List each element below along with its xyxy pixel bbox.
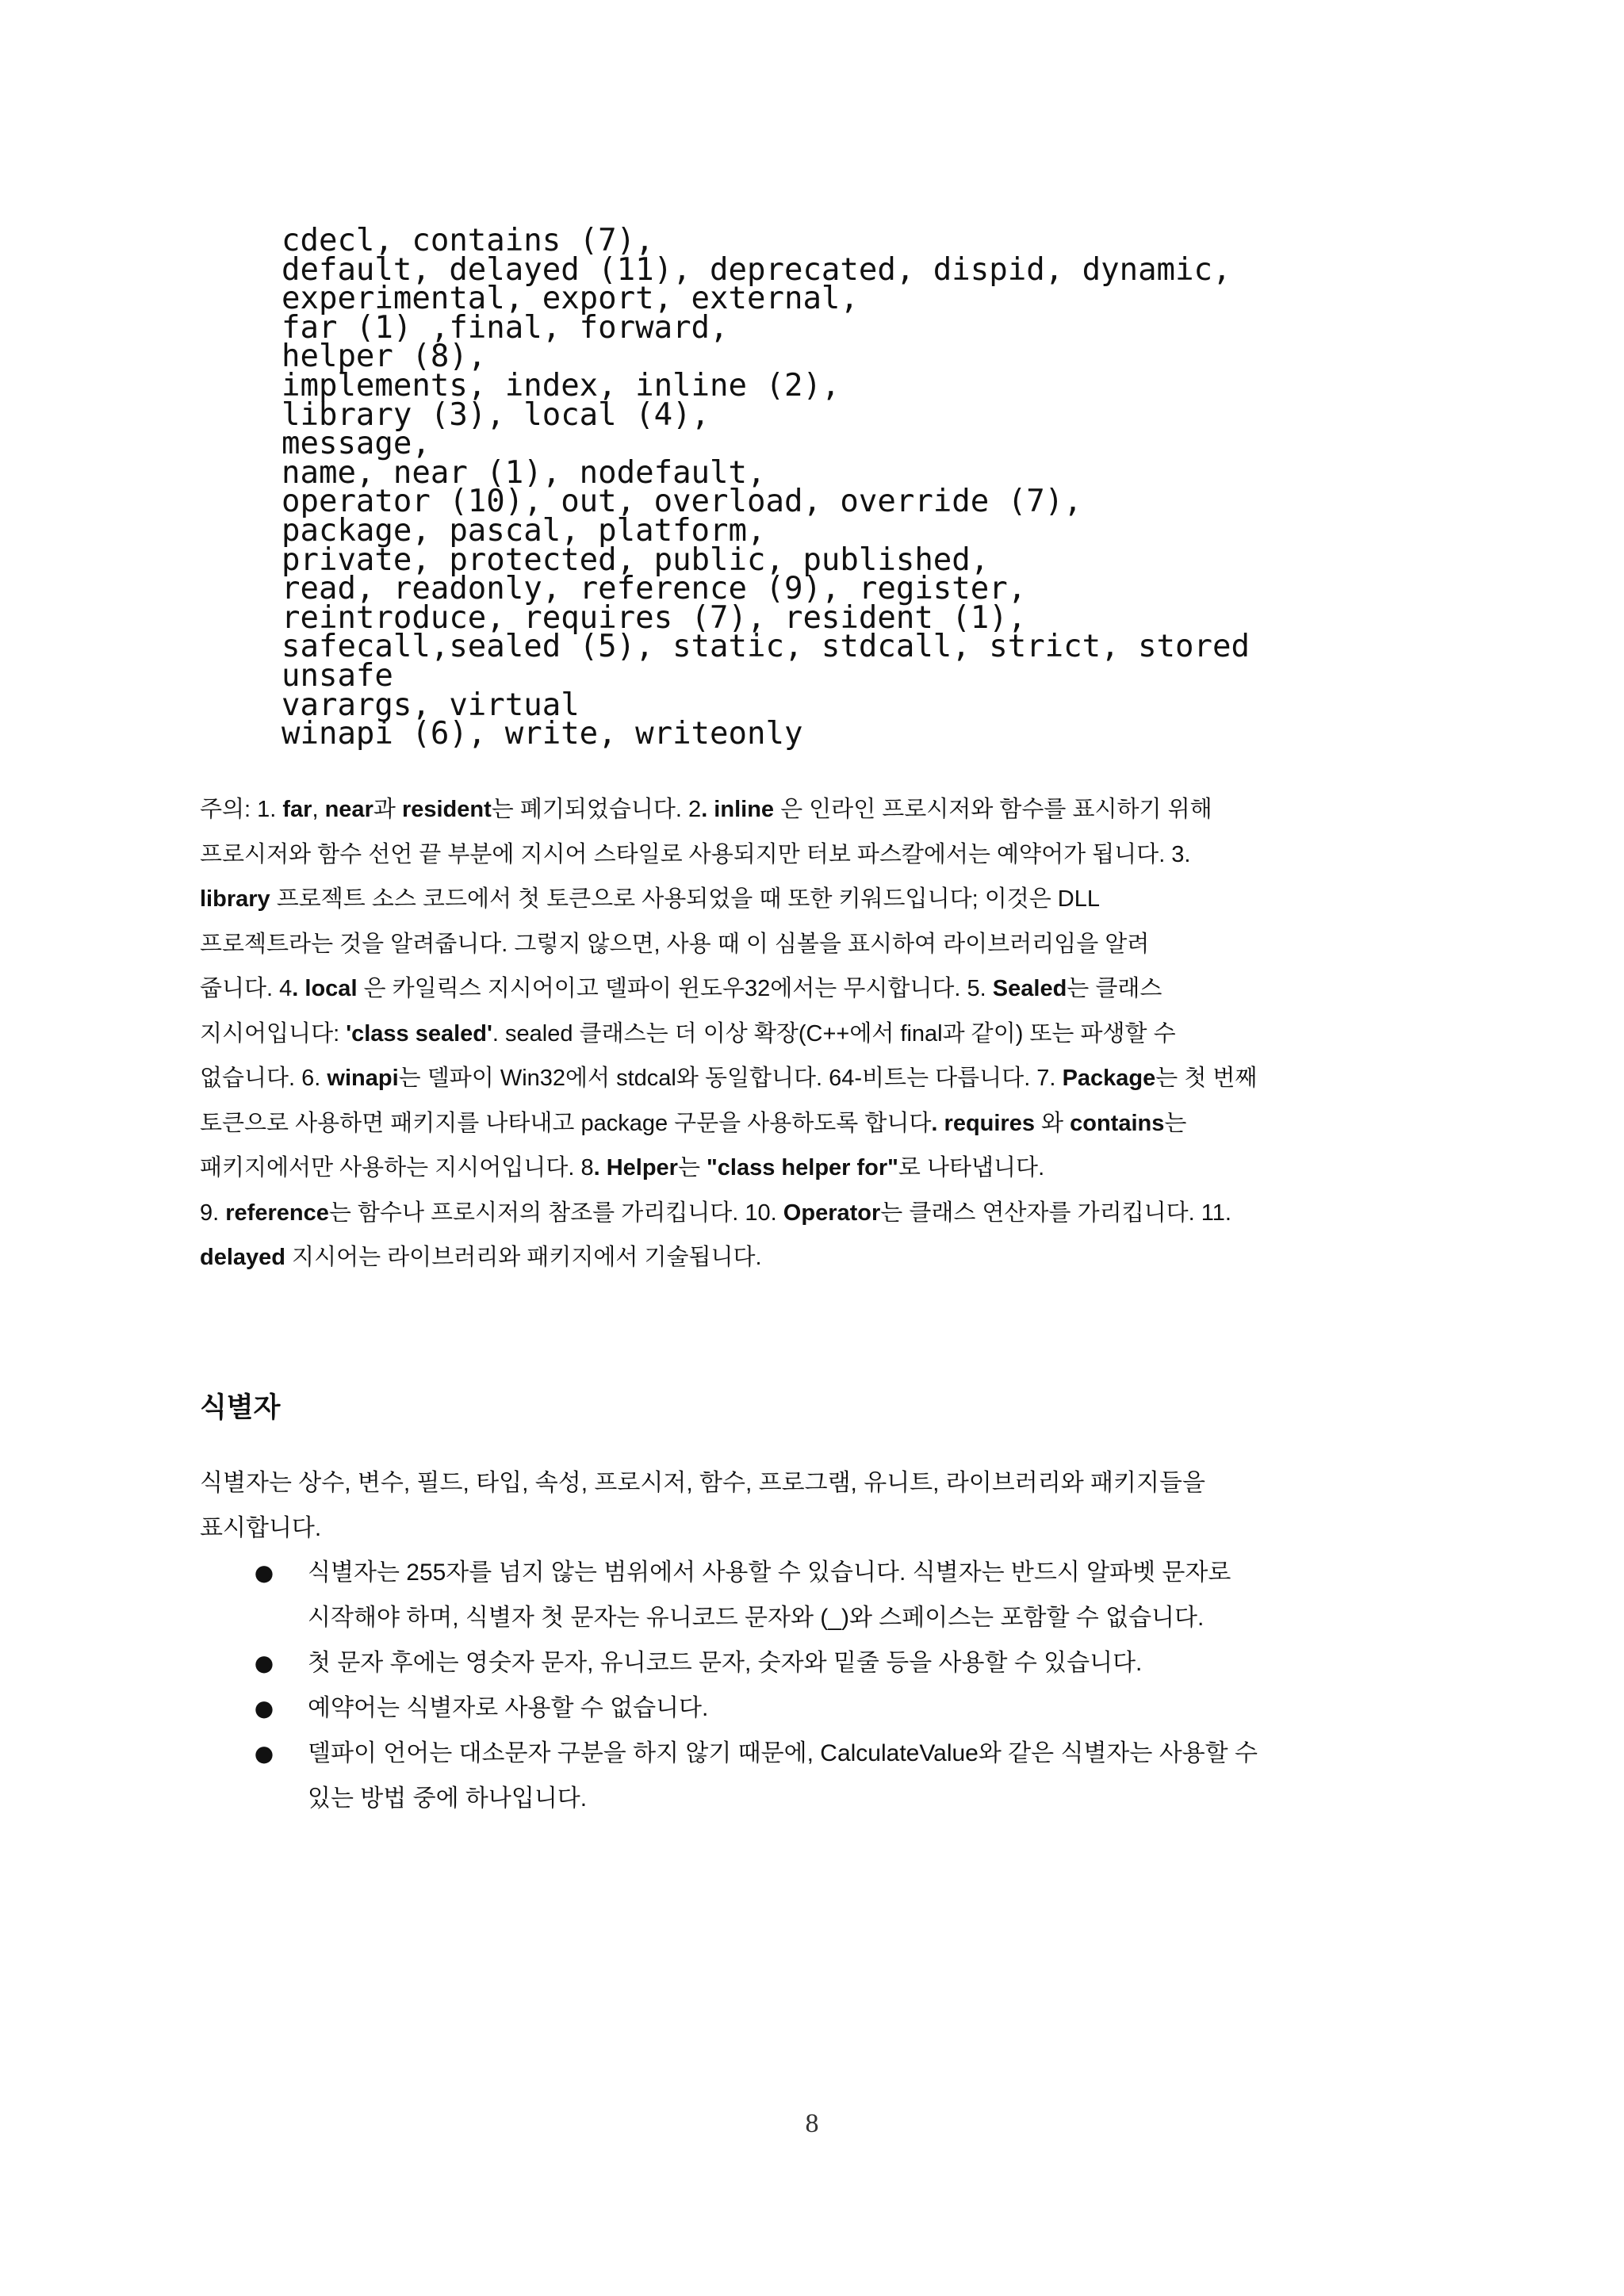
- keyword-requires: . requires: [931, 1110, 1035, 1136]
- text-run: 프로젝트 소스 코드에서 첫 토큰으로 사용되었을 때 또한 키워드입니다; 이것은 DLL: [270, 886, 1101, 912]
- code-line: message,: [282, 426, 431, 462]
- text-run: 은 카일릭스 지시어이고 델파이 윈도우32에서는 무시합니다. 5.: [357, 976, 993, 1001]
- keyword-package: Package: [1062, 1066, 1156, 1091]
- notes-line: 프로젝트라는 것을 알려줍니다. 그렇지 않으면, 사용 때 이 심볼을 표시하여 라이브러리임을 알려: [200, 931, 1150, 957]
- keyword-near: near: [324, 797, 373, 822]
- keyword-library: library: [200, 886, 270, 912]
- text-run: 과: [373, 797, 402, 822]
- keyword-far: far: [282, 797, 312, 822]
- notes-line: [200, 1146, 1421, 1191]
- bullet-icon: ●: [254, 1650, 274, 1676]
- text-run: 는: [1164, 1110, 1187, 1136]
- code-line: varargs, virtual: [282, 687, 580, 723]
- code-line: helper (8),: [282, 339, 487, 375]
- text-run: . sealed 클래스는 더 이상 확장(C++에서 final과 같이) 또는 파생할 수: [492, 1020, 1176, 1047]
- notes-line: [200, 1056, 1421, 1101]
- page-number: 8: [805, 2109, 819, 2138]
- code-line: safecall,sealed (5), static, stdcall, strict, stored: [282, 629, 1250, 665]
- notes-line: [200, 1101, 1421, 1146]
- code-line: implements, index, inline (2),: [282, 367, 841, 404]
- text-run: 는 델파이 Win32에서 stdcal와 동일합니다. 64-비트는 다릅니다. 7.: [398, 1066, 1063, 1091]
- notes-line: [200, 1191, 1421, 1236]
- list-item: [200, 1686, 1421, 1731]
- bullet-icon: ●: [254, 1559, 274, 1586]
- text-run: 9.: [200, 1200, 226, 1226]
- keyword-inline: . inline: [701, 797, 775, 822]
- identifier-rules-list: [200, 1550, 1421, 1821]
- code-line: library (3), local (4),: [282, 396, 710, 433]
- text-run: 패키지에서만 사용하는 지시어입니다. 8: [200, 1155, 594, 1181]
- list-item-line: 첫 문자 후에는 영숫자 문자, 유니코드 문자, 숫자와 밑줄 등을 사용할 수 있습니다.: [308, 1650, 1143, 1676]
- text-run: 는 클래스 연산자를 가리킵니다. 11.: [880, 1200, 1231, 1226]
- keyword-helper: . Helper: [593, 1155, 678, 1181]
- notes-line: [200, 966, 1421, 1012]
- notes-line: [200, 1012, 1421, 1057]
- list-item: [200, 1550, 1421, 1640]
- keyword-contains: contains: [1070, 1110, 1165, 1136]
- text-run: 주의: 1.: [200, 797, 283, 822]
- code-line: default, delayed (11), deprecated, dispid, dynamic,: [282, 251, 1231, 288]
- code-line: far (1) ,final, forward,: [282, 309, 729, 346]
- text-run: 로 나타냅니다.: [898, 1155, 1045, 1181]
- keyword-sealed: Sealed: [992, 976, 1067, 1001]
- notes-paragraph: [200, 787, 1421, 1280]
- code-line: name, near (1), nodefault,: [282, 454, 766, 491]
- notes-line: 프로시저와 함수 선언 끝 부분에 지시어 스타일로 사용되지만 터보 파스칼에서는 예약어가 됩니다. 3.: [200, 841, 1191, 867]
- section-heading: 식별자: [200, 1392, 281, 1424]
- bullet-icon: ●: [254, 1695, 274, 1721]
- intro-line: 식별자는 상수, 변수, 필드, 타입, 속성, 프로시저, 함수, 프로그램, 유니트, 라이브러리와 패키지들을: [200, 1470, 1205, 1496]
- keyword-operator: Operator: [783, 1200, 881, 1226]
- text-run: 토큰으로 사용하면 패키지를 나타내고 package 구문을 사용하도록 합니다: [200, 1110, 932, 1136]
- text-run: ,: [312, 797, 325, 822]
- list-item-line: 델파이 언어는 대소문자 구분을 하지 않기 때문에, CalculateValue와 같은 식별자는 사용할 수: [308, 1740, 1258, 1766]
- list-item: [200, 1731, 1421, 1821]
- keyword-reference: reference: [225, 1200, 329, 1226]
- list-item-line: 예약어는 식별자로 사용할 수 없습니다.: [308, 1695, 709, 1721]
- intro-line: 표시합니다.: [200, 1515, 322, 1541]
- code-line: operator (10), out, overload, override (7),: [282, 484, 1082, 520]
- notes-line: [200, 1235, 1421, 1280]
- list-item-line: 있는 방법 중에 하나입니다.: [308, 1785, 588, 1812]
- section-intro: [200, 1460, 1421, 1551]
- text-run: 지시어는 라이브러리와 패키지에서 기술됩니다.: [285, 1245, 762, 1270]
- keyword-class-sealed: 'class sealed': [346, 1020, 492, 1047]
- list-item-line: 시작해야 하며, 식별자 첫 문자는 유니코드 문자와 (_)와 스페이스는 포함할 수 없습니다.: [308, 1605, 1205, 1631]
- text-run: 은 인라인 프로시저와 함수를 표시하기 위해: [774, 797, 1212, 822]
- notes-line: [200, 877, 1421, 922]
- text-run: 는 클래스: [1067, 976, 1162, 1001]
- code-line: experimental, export, external,: [282, 281, 859, 317]
- keyword-resident: resident: [401, 797, 492, 822]
- code-line: winapi (6), write, writeonly: [282, 716, 803, 752]
- text-run: 는: [677, 1155, 707, 1181]
- bullet-icon: ●: [254, 1740, 274, 1766]
- text-run: 지시어입니다:: [200, 1020, 347, 1047]
- text-run: 는 폐기되었습니다. 2: [491, 797, 702, 822]
- code-line: unsafe: [282, 657, 393, 694]
- keyword-local: . local: [292, 976, 358, 1001]
- code-line: read, readonly, reference (9), register,: [282, 571, 1027, 607]
- code-line: private, protected, public, published,: [282, 541, 990, 578]
- text-run: 없습니다. 6.: [200, 1066, 327, 1091]
- text-run: 는 첫 번째: [1155, 1066, 1258, 1091]
- directives-code-block: [282, 223, 1550, 752]
- keyword-class-helper-for: "class helper for": [707, 1155, 898, 1181]
- text-run: 는 함수나 프로시저의 참조를 가리킵니다. 10.: [328, 1200, 783, 1226]
- text-run: 와: [1034, 1110, 1071, 1136]
- code-line: cdecl, contains (7),: [282, 223, 654, 258]
- list-item-line: 식별자는 255자를 넘지 않는 범위에서 사용할 수 있습니다. 식별자는 반드시 알파벳 문자로: [308, 1559, 1231, 1586]
- code-line: package, pascal, platform,: [282, 512, 766, 549]
- list-item: [200, 1640, 1421, 1686]
- notes-line: [200, 787, 1421, 832]
- keyword-winapi: winapi: [327, 1066, 399, 1091]
- text-run: 줍니다. 4: [200, 976, 293, 1001]
- keyword-delayed: delayed: [200, 1245, 285, 1270]
- code-line: reintroduce, requires (7), resident (1),: [282, 599, 1027, 636]
